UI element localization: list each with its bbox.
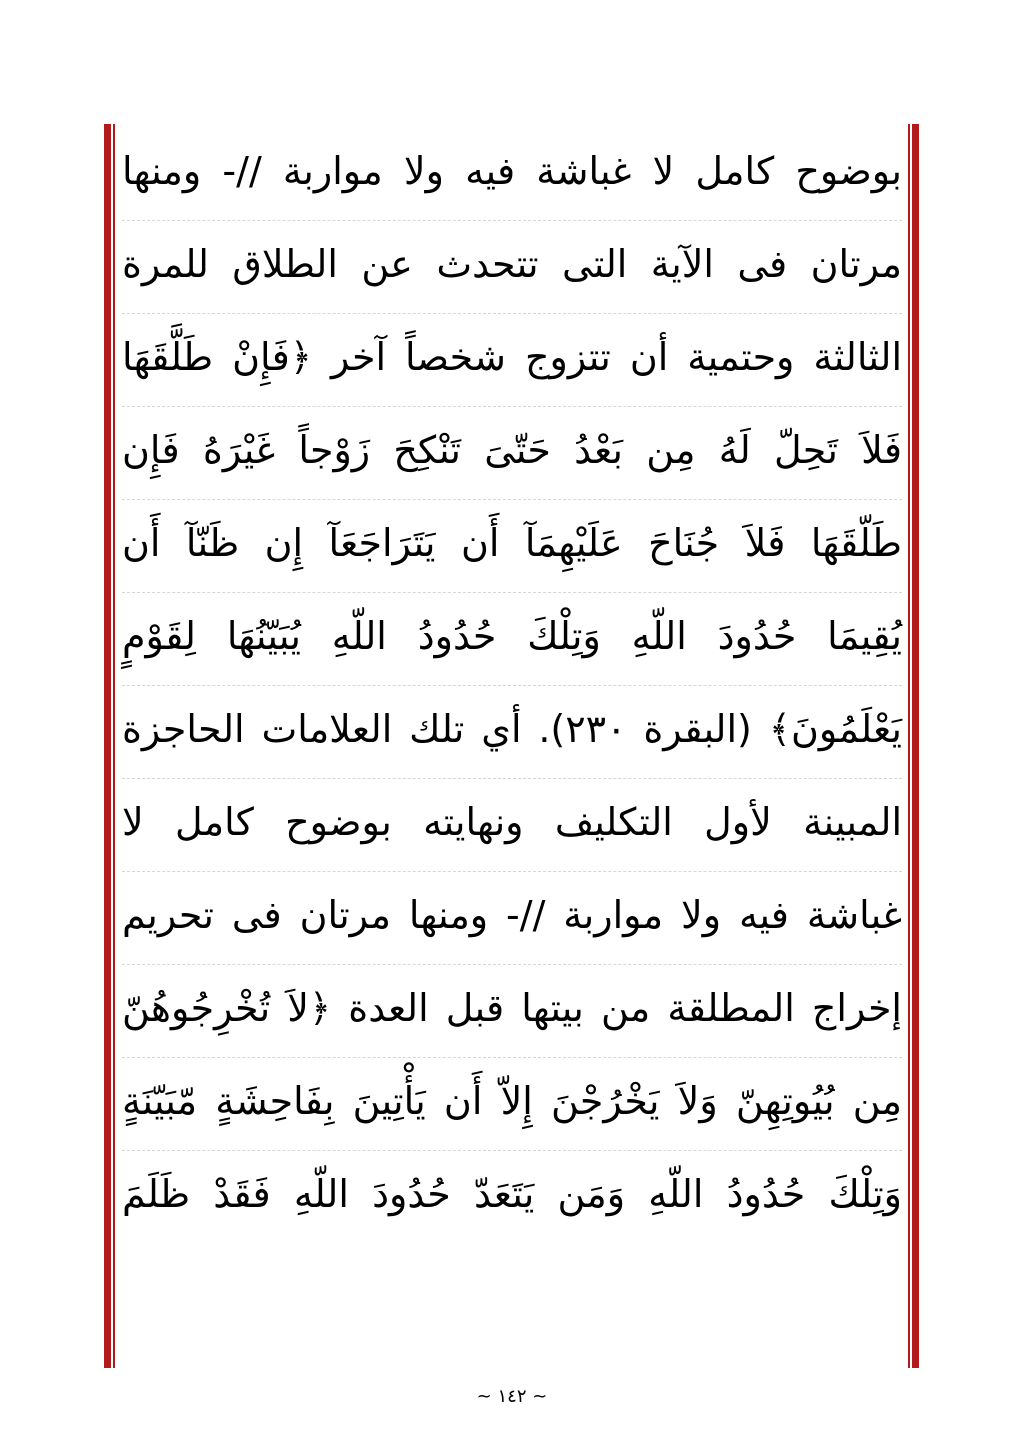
text-line — [122, 872, 902, 965]
text-line-content: غباشة فيه ولا مواربة //- ومنها مرتان فى تحريم — [122, 893, 902, 937]
text-line — [122, 500, 902, 593]
text-line — [122, 1151, 902, 1243]
left-border-thick-line — [104, 124, 111, 1368]
left-border-rule — [104, 124, 116, 1368]
body-text — [122, 128, 902, 1304]
right-border-thin-line — [908, 124, 910, 1368]
text-line-content: يُقِيمَا حُدُودَ اللّهِ وَتِلْكَ حُدُودُ اللّهِ يُبَيّنُهَا لِقَوْمٍ — [122, 614, 902, 658]
text-line-content: مِن بُيُوتِهِنّ وَلاَ يَخْرُجْنَ إِلاّ أَن يَأْتِينَ بِفَاحِشَةٍ مّبَيّنَةٍ — [122, 1079, 902, 1123]
text-line-content: فَلاَ تَحِلّ لَهُ مِن بَعْدُ حَتّىَ تَنْكِحَ زَوْجاً غَيْرَهُ فَإِن — [122, 428, 902, 472]
text-line-content: مرتان فى الآية التى تتحدث عن الطلاق للمرة — [122, 242, 902, 286]
text-line — [122, 686, 902, 779]
text-line-content: إخراج المطلقة من بيتها قبل العدة ﴿لاَ تُخْرِجُوهُنّ — [122, 986, 902, 1030]
right-border-rule — [908, 124, 920, 1368]
text-line-content: المبينة لأول التكليف ونهايته بوضوح كامل لا — [122, 800, 902, 844]
page-number: ~ ١٤٢ ~ — [476, 1386, 548, 1407]
text-line — [122, 1058, 902, 1151]
text-line — [122, 593, 902, 686]
text-line — [122, 779, 902, 872]
text-line — [122, 314, 902, 407]
text-line — [122, 221, 902, 314]
text-line-content: طَلّقَهَا فَلاَ جُنَاحَ عَلَيْهِمَآ أَن يَتَرَاجَعَآ إِن ظَنّآ أَن — [122, 521, 902, 565]
text-line — [122, 965, 902, 1058]
text-line-content: الثالثة وحتمية أن تتزوج شخصاً آخر ﴿فَإِنْ طَلَّقَهَا — [122, 335, 902, 379]
text-line — [122, 407, 902, 500]
text-line-content: بوضوح كامل لا غباشة فيه ولا مواربة //- ومنها — [122, 149, 902, 193]
left-border-thin-line — [113, 124, 115, 1368]
text-line-content: يَعْلَمُونَ﴾ (البقرة ٢٣٠). أي تلك العلامات الحاجزة — [122, 707, 902, 751]
text-line-content: وَتِلْكَ حُدُودُ اللّهِ وَمَن يَتَعَدّ حُدُودَ اللّهِ فَقَدْ ظَلَمَ — [122, 1172, 902, 1216]
right-border-thick-line — [912, 124, 919, 1368]
text-line — [122, 128, 902, 221]
